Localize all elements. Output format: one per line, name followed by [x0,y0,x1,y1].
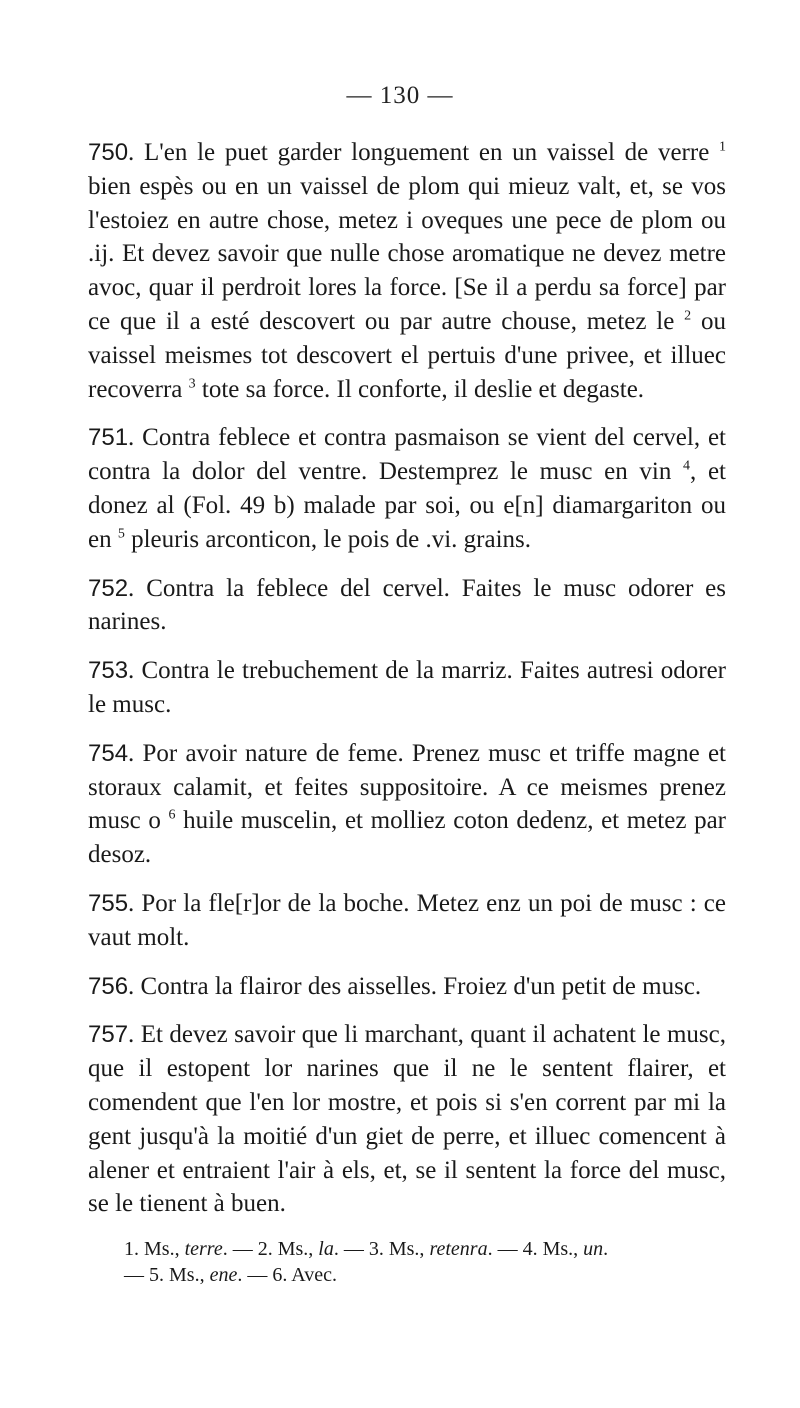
paragraph-number: 750 [88,139,129,166]
paragraph-text: , et donez al (Fol. 49 b) malade par soi, ou e[n] diamargariton ou en [88,458,726,553]
paragraph-text: . Por la fle[r]or de la boche. Metez enz un poi de musc : ce vaut molt. [88,889,726,951]
footnote-variant: un [583,1238,604,1261]
footnote-ref: 2 [684,308,692,324]
paragraph-number: 752 [88,574,129,602]
footnote-line-1 [124,1236,726,1262]
footnote-text: 1. Ms., [124,1238,185,1261]
footnote-line-2 [124,1262,726,1288]
paragraph-756 [88,970,726,1004]
paragraph-text: . Por avoir nature de feme. Prenez musc et triffe magne et storaux calamit, et feites suppositoire. A ce meismes prenez musc o [88,739,726,835]
paragraph-750 [88,136,726,406]
paragraph-751 [88,421,726,556]
footnote-ref: 1 [719,139,726,155]
paragraph-755 [88,887,726,955]
paragraph-text: huile muscelin, et molliez coton dedenz, et metez par desoz. [88,807,726,869]
footnote-ref: 5 [117,526,125,542]
footnote-text: — 5. Ms., [124,1264,210,1287]
paragraph-text: . Contra le trebuchement de la marriz. Faites autresi odorer le musc. [88,657,726,718]
paragraph-text: pleuris arconticon, le pois de .vi. grains. [124,525,532,553]
paragraph-text: . Et devez savoir que li marchant, quant il achatent le musc, que il estopent lor narines que il ne le sentent flairer, et comendent que l'en lor mostre, et pois si s'en corrent par mi la gent jusqu'à la moitié d'un giet de perre, et illuec comencent à alener et entraient l'air à els, et, se il sentent la force del musc, se le tienent à buen. [88,1021,726,1218]
footnote-variant: retenra [429,1238,488,1261]
paragraph-number: 755 [88,889,129,917]
paragraph-number: 754 [88,739,129,767]
paragraph-text: . L'en le puet garder longuement en un vaissel de verre [128,139,719,166]
paragraph-754 [88,737,726,872]
paragraph-text: bien espès ou en un vaissel de plom qui mieuz valt, et, se vos l'estoiez en autre chose, metez i oveques une pece de plom ou .ij. Et devez savoir que nulle chose aromatique ne devez metre avoc, quar il perdroit lores la force. [Se il a perdu sa force] par ce que il a esté descovert ou par autre chouse, metez le [88,172,726,335]
footnote-variant: la [318,1238,334,1261]
paragraph-text: . Contra la feblece del cervel. Faites le musc odorer es narines. [88,574,726,636]
footnote-variant: terre [184,1238,223,1261]
paragraph-752 [88,572,726,640]
footnote-variant: ene [209,1264,238,1287]
footnote-ref: 3 [188,376,196,392]
paragraph-text: . Contra la flairor des aisselles. Froiez d'un petit de musc. [128,972,702,1000]
footnote-text: . — 4. Ms., [487,1238,584,1261]
paragraph-number: 757 [88,1021,129,1049]
paragraph-text: tote sa force. Il conforte, il deslie et degaste. [195,375,645,403]
paragraph-757 [88,1018,726,1221]
text-body [88,136,726,1288]
paragraph-753 [88,654,726,722]
footnote-ref: 4 [683,458,691,474]
footnote-text: . [603,1238,609,1261]
footnote-text: . — 6. Avec. [237,1264,337,1287]
page-number: — 130 — [346,82,454,109]
paragraph-number: 756 [88,972,129,1000]
paragraph-number: 751 [88,424,129,452]
footnote-text: . — 2. Ms., [222,1238,319,1261]
footnotes [88,1236,726,1288]
footnote-text: . — 3. Ms., [333,1238,430,1261]
paragraph-number: 753 [88,657,129,685]
paragraph-text: . Contra feblece et contra pasmaison se vient del cervel, et contra la dolor del ventre. Destemprez le musc en vin [88,424,726,486]
paragraph-text: ou vaissel meismes tot descovert el pertuis d'une privee, et illuec recoverra [88,307,727,403]
paragraph-list [88,136,726,1221]
footnote-ref: 6 [168,808,176,824]
